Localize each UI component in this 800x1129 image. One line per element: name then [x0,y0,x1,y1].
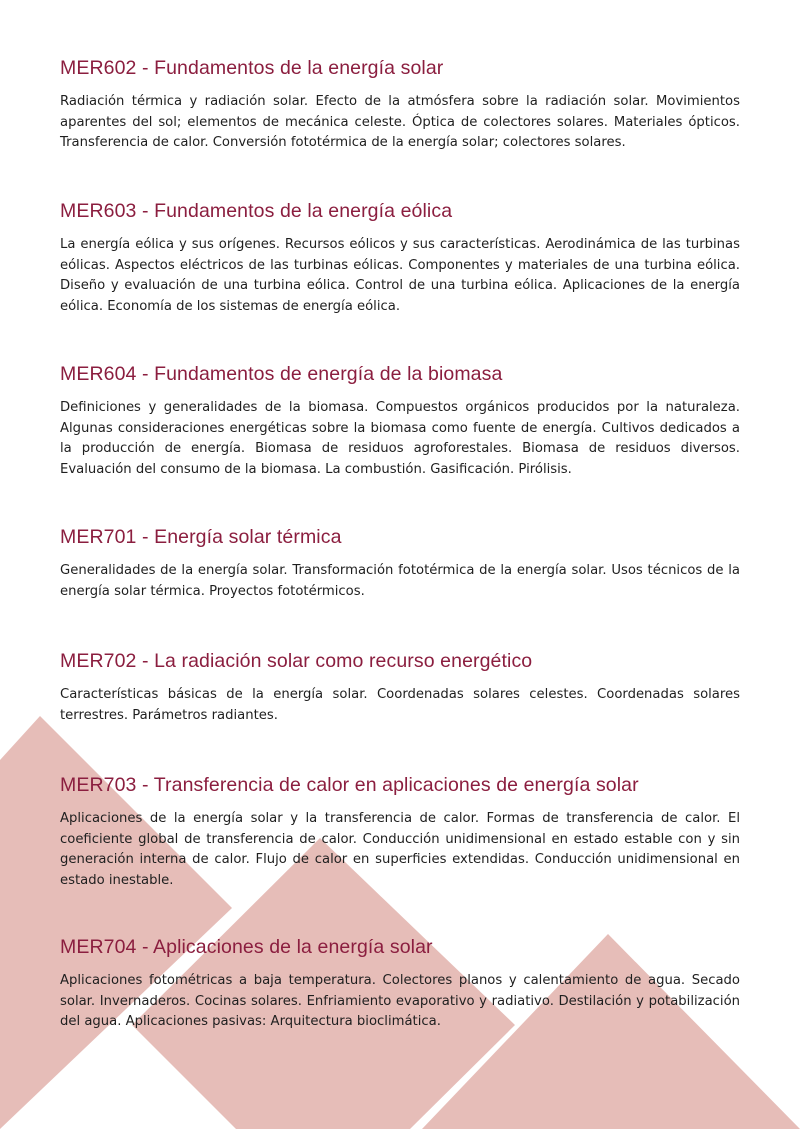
course-description: Características básicas de la energía solar. Coordenadas solares celestes. Coordenadas solares terrestres. Parámetros radiantes. [60,687,740,723]
course-title: MER602 - Fundamentos de la energía solar [60,57,444,79]
course-mer701 [60,525,740,602]
course-description: Aplicaciones de la energía solar y la transferencia de calor. Formas de transferencia de calor. El coeficiente global de transferencia de calor. Conducción unidimensional en estado estable con y sin generación interna de calor. Flujo de calor en superficies extendidas. Conducción unidimensional en estado inestable. [60,811,740,888]
course-description: Radiación térmica y radiación solar. Efecto de la atmósfera sobre la radiación solar. Movimientos aparentes del sol; elementos de mecánica celeste. Óptica de colectores solares. Materiales ópticos. Transferencia de calor. Conversión fototérmica de la energía solar; colectores solares. [60,94,740,150]
course-description: Definiciones y generalidades de la biomasa. Compuestos orgánicos producidos por la naturaleza. Algunas consideraciones energéticas sobre la biomasa como fuente de energía. Cultivos dedicados a la producción de energía. Biomasa de residuos agroforestales. Biomasa de residuos diversos. Evaluación del consumo de la biomasa. La combustión. Gasificación. Pirólisis. [60,400,740,477]
course-title: MER703 - Transferencia de calor en aplicaciones de energía solar [60,774,639,796]
course-mer703 [60,773,740,891]
course-mer602 [60,56,740,154]
course-mer704 [60,935,740,1033]
course-title: MER603 - Fundamentos de la energía eólica [60,200,453,222]
course-mer604 [60,362,740,480]
course-title: MER604 - Fundamentos de energía de la biomasa [60,363,503,385]
course-title: MER702 - La radiación solar como recurso energético [60,650,533,672]
course-description: Aplicaciones fotométricas a baja temperatura. Colectores planos y calentamiento de agua. Secado solar. Invernaderos. Cocinas solares. Enfriamiento evaporativo y radiativo. Destilación y potabilización del agua. Aplicaciones pasivas: Arquitectura bioclimática. [60,973,740,1029]
course-title: MER704 - Aplicaciones de la energía solar [60,936,433,958]
course-title: MER701 - Energía solar térmica [60,526,342,548]
course-mer603 [60,199,740,317]
course-description: Generalidades de la energía solar. Transformación fototérmica de la energía solar. Usos técnicos de la energía solar térmica. Proyectos fototérmicos. [60,563,740,599]
course-description: La energía eólica y sus orígenes. Recursos eólicos y sus características. Aerodinámica de las turbinas eólicas. Aspectos eléctricos de las turbinas eólicas. Componentes y materiales de una turbina eólica. Diseño y evaluación de una turbina eólica. Control de una turbina eólica. Aplicaciones de la energía eólica. Economía de los sistemas de energía eólica. [60,237,740,314]
course-mer702 [60,649,740,726]
